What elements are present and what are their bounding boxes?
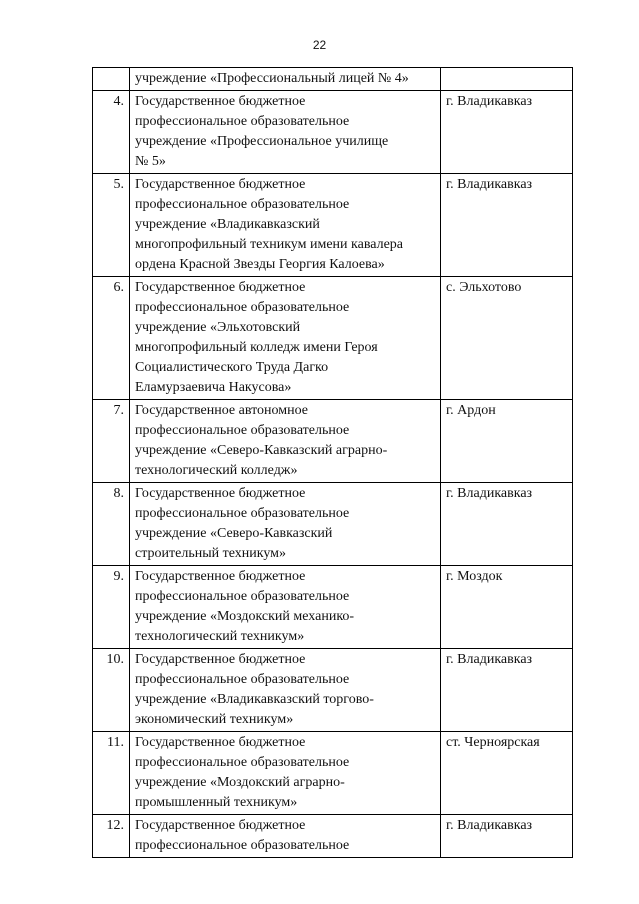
institution-name-line: Еламурзаевича Накусова»	[135, 380, 292, 395]
institution-name-line: № 5»	[135, 154, 166, 169]
row-number: 6.	[93, 277, 130, 400]
institution-name	[130, 400, 441, 483]
institution-location: г. Владикавказ	[441, 174, 573, 277]
institution-location: с. Эльхотово	[441, 277, 573, 400]
institution-name-line: Государственное бюджетное	[135, 569, 306, 584]
institutions-table	[92, 67, 573, 858]
institution-location: г. Владикавказ	[441, 91, 573, 174]
institution-name-line: профессиональное образовательное	[135, 423, 350, 438]
institution-name-line: строительный техникум»	[135, 546, 286, 561]
table-row	[93, 174, 573, 277]
institution-name-line: учреждение «Профессиональное училище	[135, 134, 389, 149]
institution-name	[130, 68, 441, 91]
institution-name-line: многопрофильный колледж имени Героя	[135, 340, 378, 355]
institution-location: г. Владикавказ	[441, 815, 573, 858]
row-number: 11.	[93, 732, 130, 815]
table-row	[93, 483, 573, 566]
institution-name-line: учреждение «Северо-Кавказский	[135, 526, 333, 541]
institution-name-line: Государственное бюджетное	[135, 735, 306, 750]
row-number	[93, 68, 130, 91]
institution-name-line: профессиональное образовательное	[135, 838, 350, 853]
institution-location: г. Владикавказ	[441, 649, 573, 732]
row-number: 10.	[93, 649, 130, 732]
institution-name-line: Социалистического Труда Дагко	[135, 360, 329, 375]
institution-name-line: профессиональное образовательное	[135, 589, 350, 604]
institution-name	[130, 566, 441, 649]
institution-name-line: Государственное бюджетное	[135, 94, 306, 109]
institution-name	[130, 732, 441, 815]
table-row	[93, 649, 573, 732]
institution-name-line: технологический техникум»	[135, 629, 305, 644]
institution-name-line: Государственное бюджетное	[135, 280, 306, 295]
institution-name-line: ордена Красной Звезды Георгия Калоева»	[135, 257, 385, 272]
institution-name-line: учреждение «Северо-Кавказский аграрно-	[135, 443, 388, 458]
institution-location	[441, 68, 573, 91]
institution-name	[130, 649, 441, 732]
institution-name	[130, 277, 441, 400]
institution-location: г. Владикавказ	[441, 483, 573, 566]
institution-name-line: многопрофильный техникум имени кавалера	[135, 237, 404, 252]
table-row	[93, 732, 573, 815]
table-row	[93, 566, 573, 649]
institution-name-line: учреждение «Профессиональный лицей № 4»	[135, 71, 409, 86]
table-row	[93, 277, 573, 400]
institution-name-line: Государственное бюджетное	[135, 486, 306, 501]
institution-name-line: Государственное бюджетное	[135, 652, 306, 667]
institution-name-line: Государственное бюджетное	[135, 177, 306, 192]
institution-name	[130, 483, 441, 566]
institution-name-line: профессиональное образовательное	[135, 755, 350, 770]
institution-name-line: учреждение «Моздокский механико-	[135, 609, 355, 624]
table-row	[93, 91, 573, 174]
row-number: 9.	[93, 566, 130, 649]
institution-name-line: технологический колледж»	[135, 463, 298, 478]
row-number: 12.	[93, 815, 130, 858]
institution-location: г. Моздок	[441, 566, 573, 649]
row-number: 7.	[93, 400, 130, 483]
row-number: 4.	[93, 91, 130, 174]
institution-name-line: учреждение «Моздокский аграрно-	[135, 775, 345, 790]
institution-name-line: экономический техникум»	[135, 712, 294, 727]
row-number: 5.	[93, 174, 130, 277]
institution-name-line: профессиональное образовательное	[135, 506, 350, 521]
institution-name-line: учреждение «Владикавказский торгово-	[135, 692, 374, 707]
institution-name-line: профессиональное образовательное	[135, 197, 350, 212]
institution-location: ст. Черноярская	[441, 732, 573, 815]
institution-name	[130, 91, 441, 174]
page-number: 22	[312, 38, 327, 52]
institution-name-line: промышленный техникум»	[135, 795, 298, 810]
institution-name-line: Государственное бюджетное	[135, 818, 306, 833]
table-row	[93, 815, 573, 858]
institution-name-line: профессиональное образовательное	[135, 300, 350, 315]
institution-name-line: учреждение «Владикавказский	[135, 217, 320, 232]
institution-name-line: Государственное автономное	[135, 403, 309, 418]
table-row	[93, 68, 573, 91]
institution-name-line: профессиональное образовательное	[135, 672, 350, 687]
institution-name	[130, 174, 441, 277]
row-number: 8.	[93, 483, 130, 566]
institution-name	[130, 815, 441, 858]
institution-location: г. Ардон	[441, 400, 573, 483]
institution-name-line: профессиональное образовательное	[135, 114, 350, 129]
table-row	[93, 400, 573, 483]
institution-name-line: учреждение «Эльхотовский	[135, 320, 301, 335]
